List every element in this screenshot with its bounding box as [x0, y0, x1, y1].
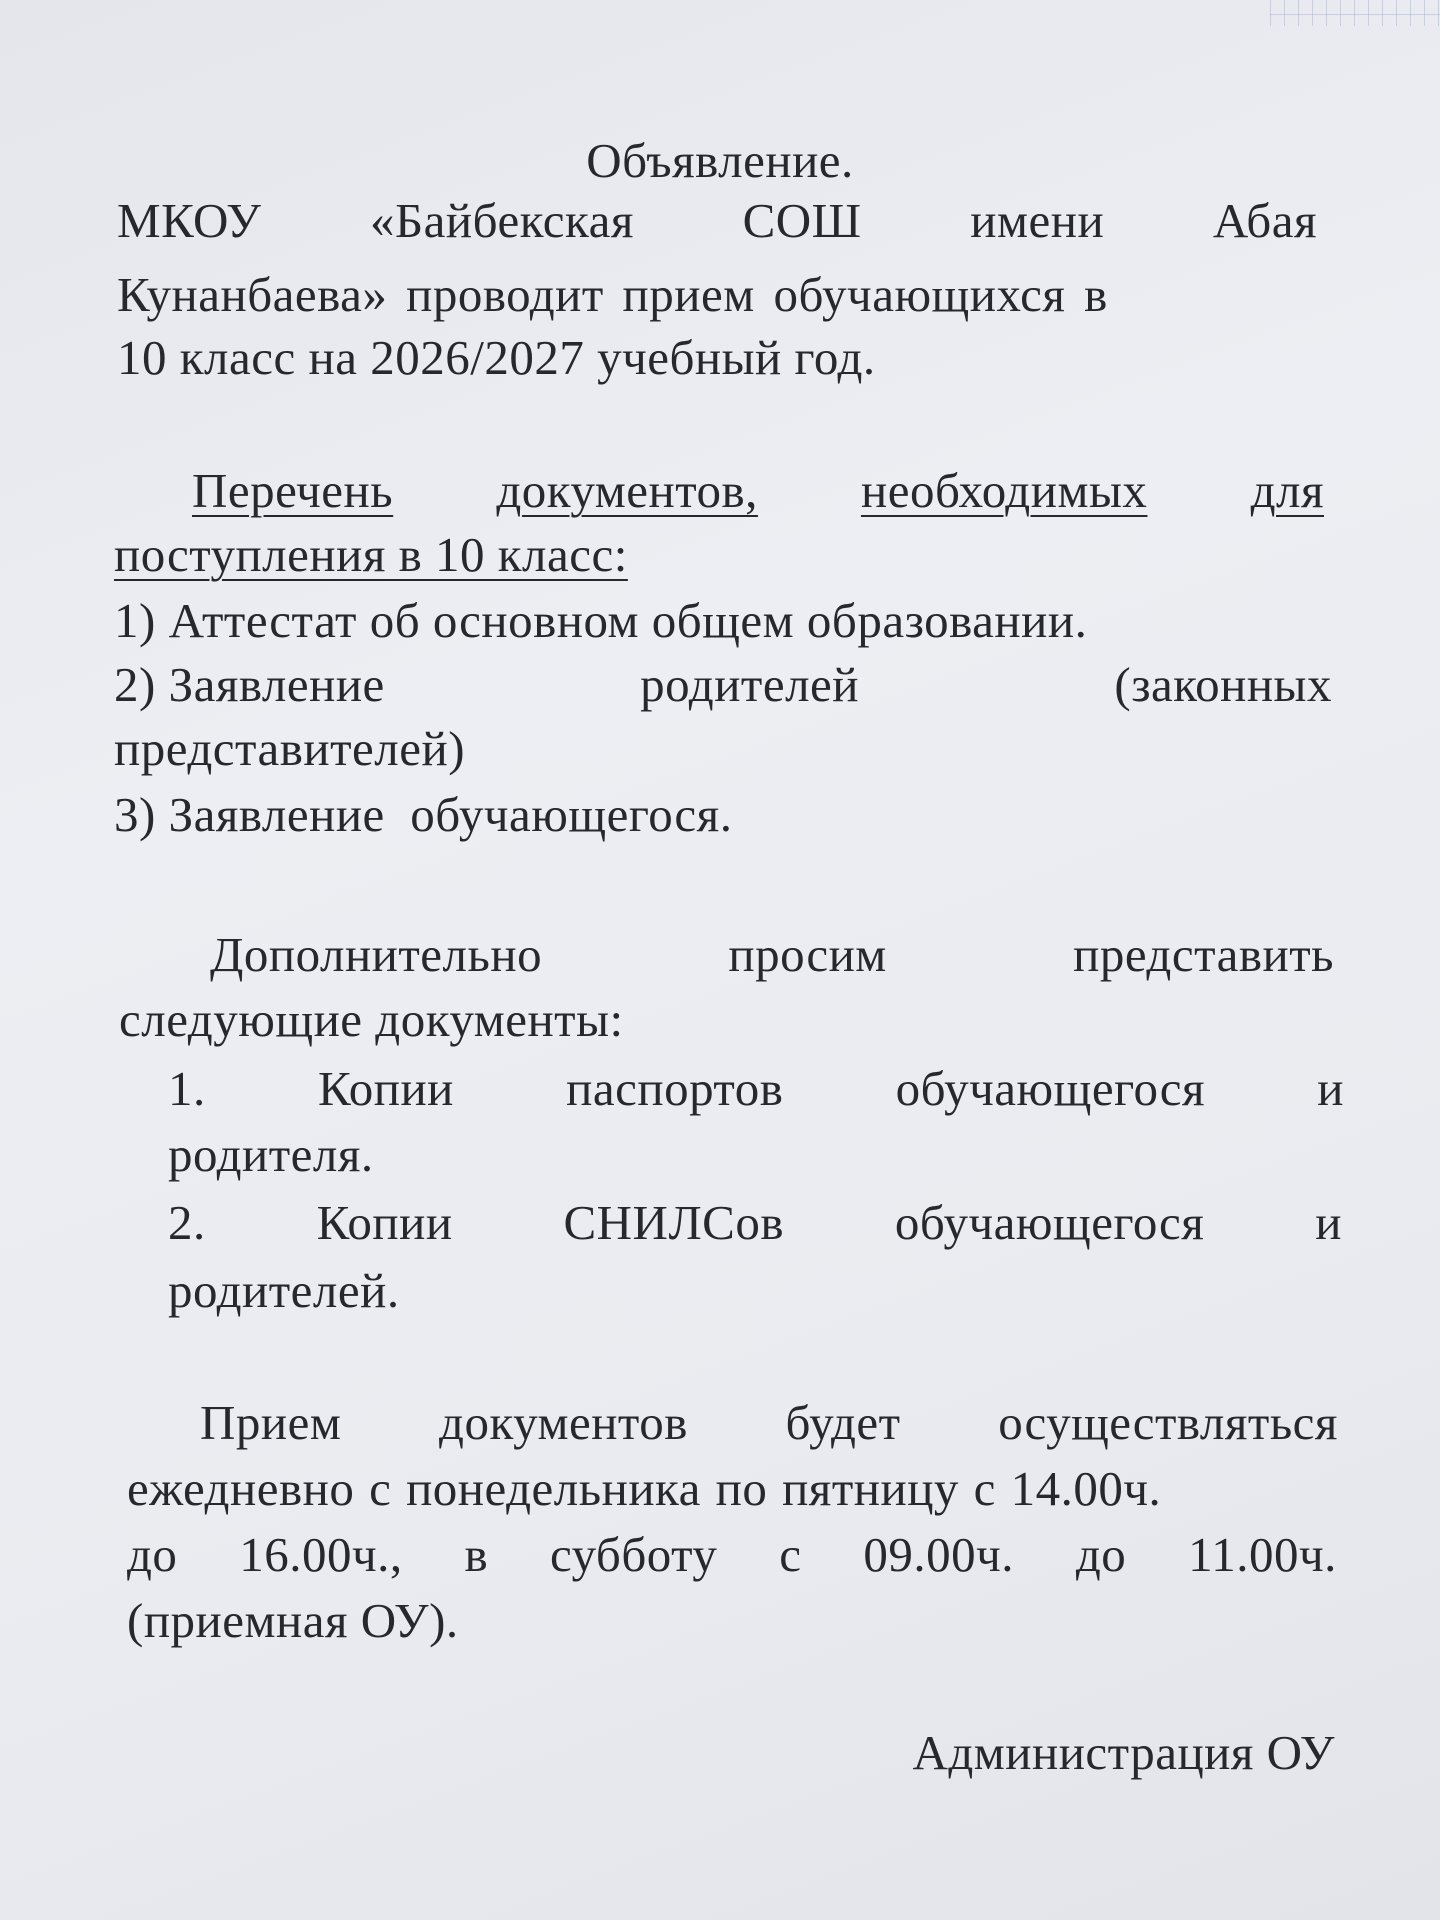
grid-paper-corner [1270, 0, 1440, 26]
item-word: 1. [168, 1061, 206, 1116]
item-word: и [1315, 1195, 1342, 1250]
required-doc-item-2-line-2: представителей) [114, 721, 466, 776]
schedule-word: будет [785, 1395, 901, 1450]
item-word: Копии [317, 1061, 454, 1116]
intro-word: Абая [1212, 193, 1317, 248]
schedule-line-2: ежедневно с понедельника по пятницу с 14.00ч. [127, 1461, 1162, 1516]
schedule-word: с [779, 1527, 802, 1582]
schedule-word: 16.00ч., [239, 1527, 403, 1582]
intro-line-3: 10 класс на 2026/2027 учебный год. [117, 330, 876, 385]
intro-line-1 [117, 193, 1317, 248]
schedule-word: документов [439, 1395, 688, 1450]
heading-word: Дополнительно [210, 927, 543, 982]
item-word: СНИЛСов [563, 1195, 784, 1250]
additional-docs-heading-line-1 [210, 927, 1334, 982]
intro-word: имени [970, 193, 1105, 248]
schedule-line-3 [127, 1527, 1337, 1582]
heading-word: документов, [496, 463, 758, 518]
intro-word: СОШ [742, 193, 862, 248]
schedule-line-1 [200, 1395, 1338, 1450]
schedule-word: до [127, 1527, 178, 1582]
heading-word: необходимых [861, 463, 1148, 518]
intro-line-2: Кунанбаева» проводит прием обучающихся в [117, 267, 1108, 322]
required-docs-heading-line-2: поступления в 10 класс: [114, 527, 628, 582]
required-doc-item-3: 3) Заявление обучающегося. [114, 787, 733, 842]
heading-word: для [1250, 463, 1324, 518]
item-word: и [1317, 1061, 1344, 1116]
required-docs-heading-line-1 [192, 463, 1324, 518]
schedule-word: до [1075, 1527, 1127, 1582]
item-word: Копии [316, 1195, 453, 1250]
schedule-word: в [464, 1527, 489, 1582]
item-word: 2) Заявление [114, 657, 385, 712]
heading-word: представить [1073, 927, 1334, 982]
schedule-word: 11.00ч. [1188, 1527, 1337, 1582]
schedule-word: Прием [200, 1395, 342, 1450]
item-word: паспортов [566, 1061, 784, 1116]
item-word: обучающегося [895, 1061, 1206, 1116]
intro-word: «Байбекская [370, 193, 634, 248]
heading-word: Перечень [192, 463, 394, 518]
schedule-word: 09.00ч. [863, 1527, 1014, 1582]
schedule-word: осуществляться [998, 1395, 1338, 1450]
required-doc-item-2-line-1 [114, 657, 1332, 712]
intro-word: МКОУ [117, 193, 262, 248]
heading-word: просим [728, 927, 887, 982]
signature: Администрация ОУ [912, 1725, 1335, 1780]
item-word: родителей [640, 657, 859, 712]
schedule-word: субботу [549, 1527, 718, 1582]
item-word: (законных [1114, 657, 1332, 712]
notice-title: Объявление. [586, 133, 854, 188]
required-doc-item-1: 1) Аттестат об основном общем образовании. [114, 593, 1088, 648]
additional-doc-item-2-line-2: родителей. [168, 1263, 400, 1318]
additional-doc-item-1-line-1 [168, 1061, 1344, 1116]
item-word: 2. [168, 1195, 206, 1250]
item-word: обучающегося [894, 1195, 1205, 1250]
additional-doc-item-2-line-1 [168, 1195, 1342, 1250]
additional-doc-item-1-line-2: родителя. [168, 1127, 374, 1182]
schedule-line-4: (приемная ОУ). [127, 1593, 459, 1648]
additional-docs-heading-line-2: следующие документы: [119, 992, 624, 1047]
